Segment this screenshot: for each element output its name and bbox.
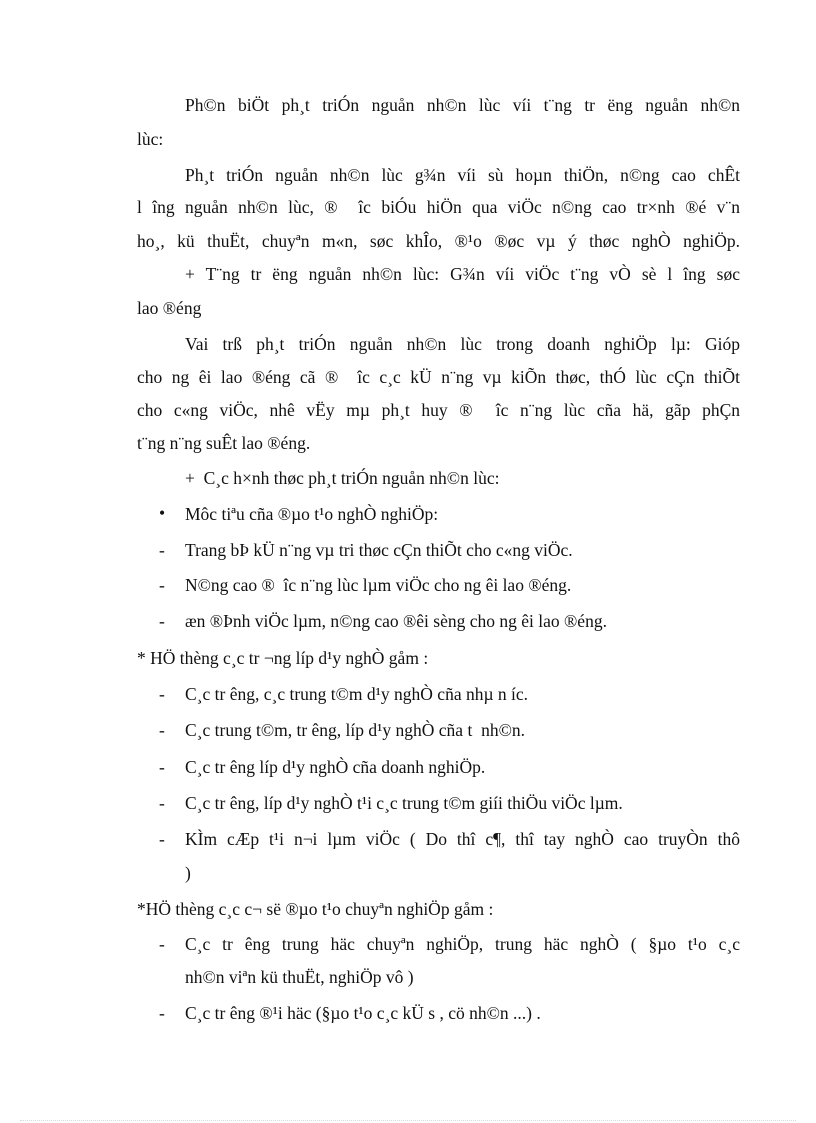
list-item: C¸c tr êng trung häc chuyªn nghiÖp, trung häc nghÒ ( §µo t¹o c¸c <box>185 934 740 954</box>
section-heading-vocational-system: * HÖ thèng c¸c tr ¬ng líp d¹y nghÒ gåm : <box>137 648 429 668</box>
list-item: C¸c tr êng ®¹i häc (§µo t¹o c¸c kÜ s , cö nh©n ...) . <box>185 1003 541 1023</box>
paragraph-1-line-2: lùc: <box>137 129 164 149</box>
list-item: C¸c trung t©m, tr êng, líp d¹y nghÒ cña t nh©n. <box>185 720 525 740</box>
dash-marker: - <box>159 540 165 560</box>
paragraph-4-line-1: Vai trß ph¸t triÓn nguån nh©n lùc trong doanh nghiÖp lµ: Gióp <box>185 334 740 354</box>
paragraph-4-line-4: t¨ng n¨ng suÊt lao ®éng. <box>137 433 311 453</box>
paragraph-2-line-1: Ph¸t triÓn nguån nh©n lùc g¾n víi sù hoµn thiÖn, n©ng cao chÊt <box>185 165 740 185</box>
bullet-marker: • <box>159 503 166 523</box>
list-item: N©ng cao ® îc n¨ng lùc lµm viÖc cho ng êi lao ®éng. <box>185 575 572 595</box>
dash-marker: - <box>159 793 165 813</box>
dash-marker: - <box>159 611 165 631</box>
paragraph-2-line-2: l îng nguån nh©n lùc, ® îc biÓu hiÖn qua viÖc n©ng cao tr×nh ®é v¨n <box>137 197 740 217</box>
paragraph-3-line-1: + T¨ng tr ëng nguån nh©n lùc: G¾n víi viÖc t¨ng vÒ sè l îng søc <box>185 264 740 284</box>
page-bottom-rule <box>20 1120 796 1121</box>
bullet-item-goal: Môc tiªu cña ®µo t¹o nghÒ nghiÖp: <box>185 504 439 524</box>
list-item: KÌm cÆp t¹i n¬i lµm viÖc ( Do thî c¶, thî tay nghÒ cao truyÒn thô <box>185 829 740 849</box>
list-item: æn ®Þnh viÖc lµm, n©ng cao ®êi sèng cho ng êi lao ®éng. <box>185 611 607 631</box>
dash-marker: - <box>159 684 165 704</box>
list-item: Trang bÞ kÜ n¨ng vµ tri thøc cÇn thiÕt cho c«ng viÖc. <box>185 540 573 560</box>
list-item: C¸c tr êng, c¸c trung t©m d¹y nghÒ cña nhµ n íc. <box>185 684 529 704</box>
dash-marker: - <box>159 934 165 954</box>
paragraph-1-line-1: Ph©n biÖt ph¸t triÓn nguån nh©n lùc víi t¨ng tr ëng nguån nh©n <box>185 95 740 115</box>
dash-marker: - <box>159 1003 165 1023</box>
list-item-continuation: nh©n viªn kü thuËt, nghiÖp vô ) <box>185 967 414 987</box>
section-heading-forms: + C¸c h×nh thøc ph¸t triÓn nguån nh©n lùc: <box>185 468 500 488</box>
paragraph-2-line-3: ho¸, kü thuËt, chuyªn m«n, søc khÎo, ®¹o ®øc vµ ý thøc nghÒ nghiÖp. <box>137 231 740 251</box>
list-item: C¸c tr êng líp d¹y nghÒ cña doanh nghiÖp. <box>185 757 486 777</box>
paragraph-4-line-2: cho ng êi lao ®éng cã ® îc c¸c kÜ n¨ng vµ kiÕn thøc, thÓ lùc cÇn thiÕt <box>137 367 740 387</box>
dash-marker: - <box>159 757 165 777</box>
dash-marker: - <box>159 829 165 849</box>
list-item: C¸c tr êng, líp d¹y nghÒ t¹i c¸c trung t©m giíi thiÖu viÖc lµm. <box>185 793 623 813</box>
list-item-continuation: ) <box>185 863 191 883</box>
dash-marker: - <box>159 575 165 595</box>
paragraph-4-line-3: cho c«ng viÖc, nhê vËy mµ ph¸t huy ® îc n¨ng lùc cña hä, gãp phÇn <box>137 400 740 420</box>
section-heading-professional-institutions: *HÖ thèng c¸c c¬ së ®µo t¹o chuyªn nghiÖp gåm : <box>137 899 494 919</box>
paragraph-3-line-2: lao ®éng <box>137 298 202 318</box>
dash-marker: - <box>159 720 165 740</box>
